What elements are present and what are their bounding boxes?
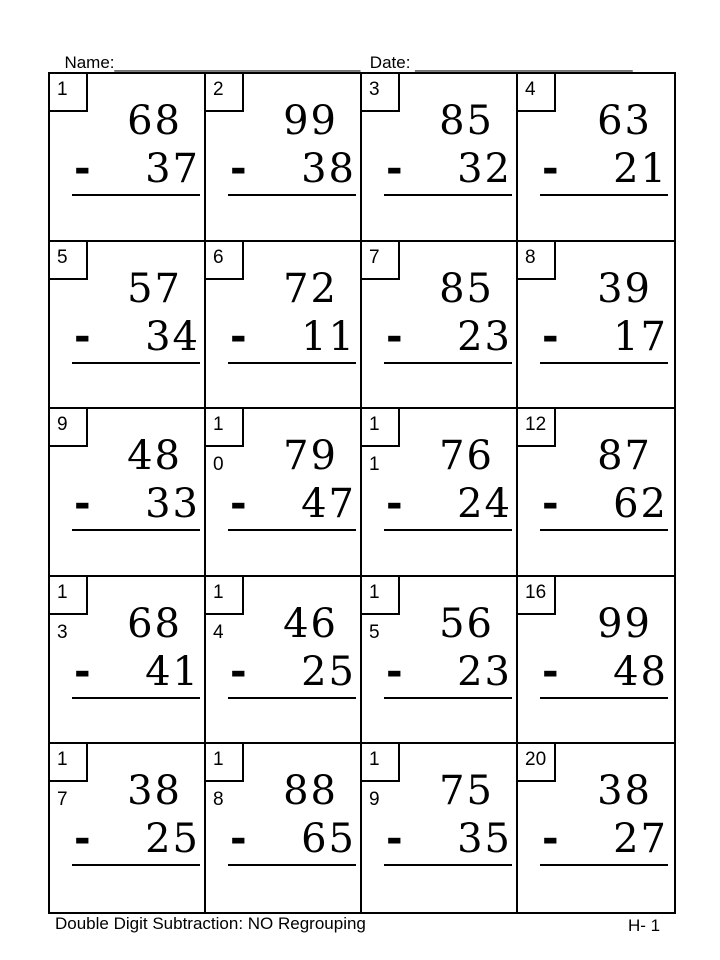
- subtrahend: 62: [613, 481, 668, 528]
- subtrahend: 37: [145, 146, 200, 192]
- subtrahend-row: [384, 481, 512, 531]
- problem-number-box: [518, 74, 556, 112]
- minus-sign: -: [542, 313, 559, 360]
- minuend: 56: [439, 600, 494, 647]
- problem-cell: [50, 409, 206, 577]
- subtrahend: 38: [301, 146, 356, 192]
- worksheet-title: Double Digit Subtraction: NO Regrouping: [55, 914, 366, 933]
- subtrahend-row: [228, 481, 356, 531]
- problem-number-box: [206, 242, 244, 280]
- problem-number: 7: [369, 246, 380, 268]
- problem-number: 9: [57, 414, 68, 436]
- minus-sign: -: [230, 648, 247, 695]
- problem-number-continued: 4: [213, 621, 224, 643]
- problem-number-box: [50, 577, 88, 615]
- subtrahend-row: [384, 314, 512, 364]
- problem-number: 1: [213, 414, 224, 436]
- date-field-label: Date: _______________________: [369, 53, 633, 72]
- subtrahend: 33: [145, 481, 200, 528]
- problem-number: 1: [213, 749, 224, 771]
- subtrahend: 23: [457, 313, 512, 360]
- problem-cell: [206, 242, 362, 410]
- problem-cell: [362, 242, 518, 410]
- subtrahend: 65: [301, 816, 356, 863]
- problem-cell: [362, 744, 518, 912]
- minus-sign: -: [386, 816, 403, 863]
- minus-sign: -: [542, 816, 559, 863]
- problem-number-continued: 3: [57, 621, 68, 643]
- minus-sign: -: [74, 648, 91, 695]
- minus-sign: -: [386, 146, 403, 192]
- minus-sign: -: [386, 481, 403, 528]
- problem-number: 1: [213, 581, 224, 603]
- problem-cell: [362, 577, 518, 745]
- subtrahend-row: [540, 649, 668, 699]
- problem-grid: [48, 72, 676, 914]
- subtrahend: 23: [457, 648, 512, 695]
- subtrahend-row: [384, 649, 512, 699]
- minuend: 39: [597, 265, 652, 312]
- problem-number-continued: 0: [213, 454, 224, 476]
- minus-sign: -: [542, 648, 559, 695]
- minus-sign: -: [230, 816, 247, 863]
- minus-sign: -: [386, 648, 403, 695]
- problem-number-box: [50, 744, 88, 782]
- subtrahend: 25: [145, 816, 200, 863]
- problem-number-box: [362, 409, 400, 447]
- problem-number: 16: [525, 581, 547, 603]
- subtrahend-row: [228, 816, 356, 866]
- problem-cell: [518, 242, 674, 410]
- subtrahend: 48: [613, 648, 668, 695]
- worksheet-header: [55, 33, 633, 73]
- problem-number-box: [206, 74, 244, 112]
- minuend: 99: [283, 98, 338, 144]
- minuend: 38: [127, 768, 182, 815]
- problem-cell: [362, 409, 518, 577]
- problem-number: 6: [213, 246, 224, 268]
- problem-number-box: [206, 409, 244, 447]
- problem-cell: [518, 744, 674, 912]
- problem-number-box: [362, 577, 400, 615]
- subtrahend-row: [72, 146, 200, 196]
- problem-cell: [518, 409, 674, 577]
- minus-sign: -: [542, 481, 559, 528]
- minuend: 88: [283, 768, 338, 815]
- subtrahend-row: [228, 146, 356, 196]
- minus-sign: -: [230, 481, 247, 528]
- subtrahend: 47: [301, 481, 356, 528]
- minuend: 72: [283, 265, 338, 312]
- minuend: 99: [597, 600, 652, 647]
- problem-number: 4: [525, 79, 536, 100]
- problem-cell: [206, 744, 362, 912]
- minuend: 68: [127, 98, 182, 144]
- subtrahend: 21: [613, 146, 668, 192]
- problem-cell: [50, 744, 206, 912]
- subtrahend: 24: [457, 481, 512, 528]
- minuend: 85: [439, 265, 494, 312]
- problem-number-box: [206, 577, 244, 615]
- problem-number: 2: [213, 79, 224, 100]
- problem-number-box: [50, 409, 88, 447]
- subtrahend-row: [540, 314, 668, 364]
- problem-number: 5: [57, 246, 68, 268]
- problem-number: 1: [57, 79, 68, 100]
- problem-cell: [206, 74, 362, 242]
- problem-number-box: [362, 744, 400, 782]
- subtrahend-row: [228, 649, 356, 699]
- problem-number: 8: [525, 246, 536, 268]
- subtrahend-row: [540, 816, 668, 866]
- minuend: 63: [597, 98, 652, 144]
- problem-cell: [50, 74, 206, 242]
- subtrahend-row: [228, 314, 356, 364]
- problem-number: 1: [369, 414, 380, 436]
- subtrahend: 11: [301, 313, 356, 360]
- problem-number-continued: 8: [213, 789, 224, 811]
- minuend: 76: [439, 433, 494, 480]
- minuend: 46: [283, 600, 338, 647]
- subtrahend: 25: [301, 648, 356, 695]
- subtrahend: 17: [613, 313, 668, 360]
- subtrahend-row: [72, 481, 200, 531]
- subtrahend: 34: [145, 313, 200, 360]
- minuend: 68: [127, 600, 182, 647]
- problem-cell: [518, 577, 674, 745]
- subtrahend-row: [72, 314, 200, 364]
- problem-number-continued: 9: [369, 789, 380, 811]
- problem-number-box: [50, 242, 88, 280]
- subtrahend: 41: [145, 648, 200, 695]
- problem-number: 12: [525, 414, 547, 436]
- problem-number-box: [50, 74, 88, 112]
- minuend: 48: [127, 433, 182, 480]
- subtrahend: 32: [457, 146, 512, 192]
- problem-number-continued: 5: [369, 621, 380, 643]
- problem-cell: [206, 577, 362, 745]
- problem-cell: [50, 577, 206, 745]
- minus-sign: -: [542, 146, 559, 192]
- problem-number-box: [362, 242, 400, 280]
- problem-number-box: [362, 74, 400, 112]
- problem-cell: [50, 242, 206, 410]
- page-code: H- 1: [628, 916, 661, 935]
- minus-sign: -: [386, 313, 403, 360]
- subtrahend-row: [540, 481, 668, 531]
- minus-sign: -: [230, 313, 247, 360]
- minus-sign: -: [74, 146, 91, 192]
- problem-number-continued: 1: [369, 454, 380, 476]
- problem-number: 3: [369, 79, 380, 100]
- problem-number-box: [206, 744, 244, 782]
- problem-number-box: [518, 242, 556, 280]
- minus-sign: -: [230, 146, 247, 192]
- minuend: 85: [439, 98, 494, 144]
- minus-sign: -: [74, 481, 91, 528]
- subtrahend-row: [540, 146, 668, 196]
- problem-cell: [362, 74, 518, 242]
- problem-number: 20: [525, 749, 547, 771]
- subtrahend-row: [72, 649, 200, 699]
- minuend: 38: [597, 768, 652, 815]
- minuend: 87: [597, 433, 652, 480]
- problem-number: 1: [57, 749, 68, 771]
- minuend: 79: [283, 433, 338, 480]
- subtrahend-row: [384, 146, 512, 196]
- problem-cell: [518, 74, 674, 242]
- problem-number-continued: 7: [57, 789, 68, 811]
- subtrahend: 35: [457, 816, 512, 863]
- problem-cell: [206, 409, 362, 577]
- subtrahend: 27: [613, 816, 668, 863]
- subtrahend-row: [72, 816, 200, 866]
- minuend: 75: [439, 768, 494, 815]
- problem-number: 1: [369, 749, 380, 771]
- problem-number: 1: [57, 581, 68, 603]
- minus-sign: -: [74, 816, 91, 863]
- subtrahend-row: [384, 816, 512, 866]
- minus-sign: -: [74, 313, 91, 360]
- name-field-label: Name:__________________________: [64, 53, 361, 72]
- problem-number: 1: [369, 581, 380, 603]
- minuend: 57: [127, 265, 182, 312]
